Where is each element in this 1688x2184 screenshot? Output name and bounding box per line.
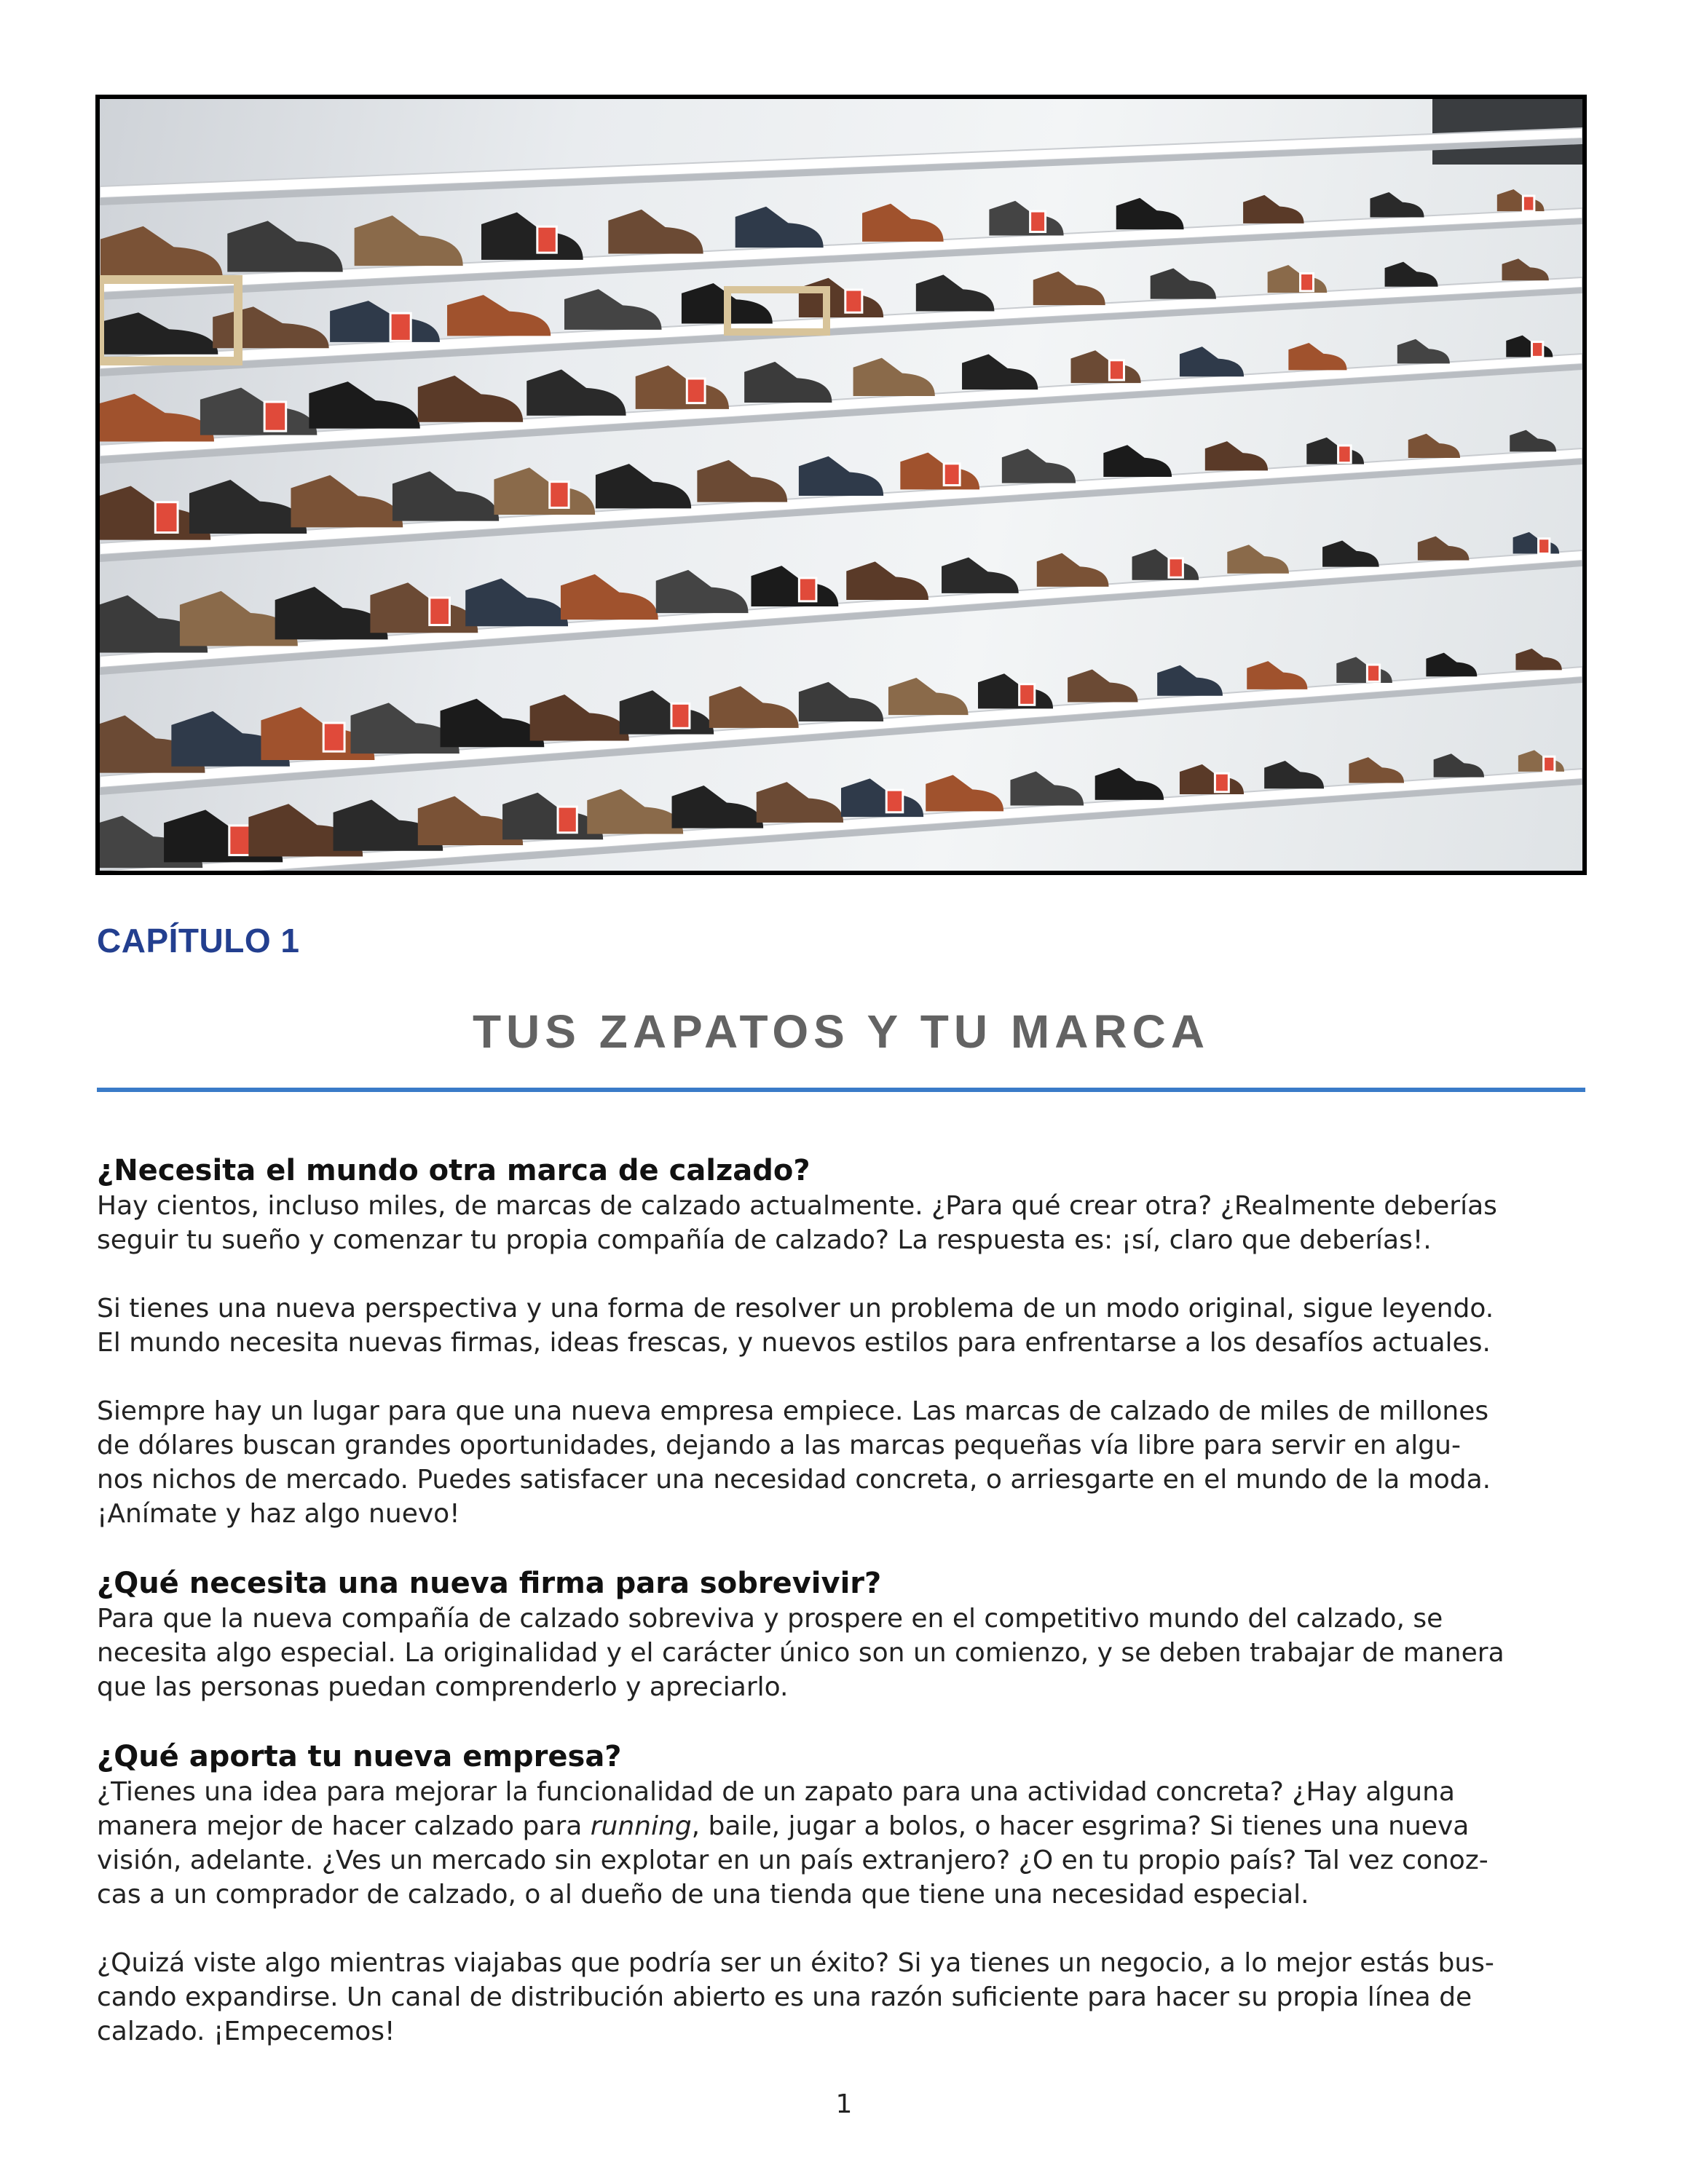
price-tag-shape: [1169, 558, 1183, 577]
shoe-shape: [1306, 438, 1364, 464]
section-heading: ¿Qué necesita una nueva firma para sobrevivir?: [97, 1567, 882, 1600]
shoe-shape: [757, 782, 843, 823]
shoe-shape: [1497, 189, 1545, 211]
shoe-shape: [1336, 657, 1392, 683]
price-tag-shape: [1338, 446, 1352, 463]
shoe-shape: [709, 686, 799, 727]
title-divider: [97, 1088, 1585, 1092]
paragraph-line: El mundo necesita nuevas firmas, ideas frescas, y nuevos estilos para enfrentarse a los desafíos actuales.: [97, 1328, 1491, 1358]
section-heading: ¿Qué aporta tu nueva empresa?: [97, 1740, 622, 1773]
shoe-shape: [564, 289, 662, 330]
shoe-shape: [465, 578, 568, 626]
price-tag-shape: [1531, 342, 1542, 357]
price-tag-shape: [1301, 273, 1314, 290]
price-tag-shape: [671, 703, 690, 728]
shoe-shape: [1264, 761, 1324, 788]
shoe-shape: [100, 226, 223, 278]
paragraph-line: Siempre hay un lugar para que una nueva empresa empiece. Las marcas de calzado de miles de millones: [97, 1396, 1489, 1426]
price-tag-shape: [1215, 773, 1228, 792]
shoe-shape: [1349, 757, 1404, 783]
shoe-shape: [799, 682, 883, 721]
shoe-shape: [447, 295, 551, 336]
price-tag-shape: [886, 790, 903, 812]
text-run: manera mejor de hacer calzado para: [97, 1811, 591, 1841]
price-tag-shape: [155, 502, 178, 533]
paragraph-line: nos nichos de mercado. Puedes satisfacer una necesidad concreta, o arriesgarte en el mundo de la moda.: [97, 1465, 1491, 1495]
price-tag-shape: [799, 578, 816, 601]
shoe-shape: [1132, 549, 1199, 580]
shoe-shape: [1157, 665, 1223, 696]
price-tag-shape: [558, 807, 577, 833]
shoe-shape: [751, 566, 838, 606]
paragraph-line: ¿Quizá viste algo mientras viajabas que podría ser un éxito? Si ya tienes un negocio, a lo mejor estás bus-: [97, 1948, 1494, 1978]
shoe-shape: [900, 453, 979, 490]
shoe-shape: [942, 558, 1019, 593]
shoe-shape: [1103, 445, 1172, 477]
price-tag-shape: [323, 723, 344, 751]
shoe-shape: [1033, 272, 1105, 305]
shoe-shape: [441, 699, 545, 748]
price-tag-shape: [1539, 539, 1550, 554]
paragraph-line: Para que la nueva compañía de calzado sobreviva y prospere en el competitivo mundo del calzado, se: [97, 1604, 1443, 1634]
shoe-shape: [697, 460, 787, 502]
shoe-shape: [1180, 764, 1244, 794]
shoe-shape: [1418, 537, 1470, 561]
shoe-shape: [799, 456, 883, 496]
price-tag-shape: [1367, 665, 1379, 681]
paragraph-line: seguir tu sueño y comenzar tu propia compañía de calzado? La respuesta es: ¡sí, claro que deberías!.: [97, 1225, 1432, 1255]
shoe-shape: [309, 381, 419, 429]
paragraph-line: [97, 1809, 1590, 1843]
shoe-shape: [1502, 258, 1549, 280]
shoe-shape: [1116, 198, 1184, 229]
shoe-shape: [672, 786, 764, 828]
italic-term: running: [590, 1811, 692, 1841]
shoe-shape: [1518, 750, 1564, 771]
shoe-shape: [596, 464, 691, 508]
shoe-shape: [494, 467, 595, 515]
shoe-shape: [799, 278, 883, 317]
shoe-shape: [962, 354, 1038, 389]
price-tag-shape: [1030, 211, 1046, 232]
price-tag-shape: [1109, 360, 1124, 380]
shoe-shape: [100, 394, 214, 442]
shoe-shape: [916, 274, 995, 311]
shoe-shape: [1385, 262, 1438, 287]
shoe-shape: [978, 673, 1053, 708]
shoe-shape: [227, 221, 342, 272]
shoe-shape: [846, 561, 928, 600]
shoe-shape: [1010, 772, 1084, 806]
shoe-shape: [1426, 653, 1477, 677]
price-tag-shape: [944, 464, 960, 486]
paragraph-line: visión, adelante. ¿Ves un mercado sin explotar en un país extranjero? ¿O en tu propio país? Tal vez conoz-: [97, 1845, 1488, 1875]
price-tag-shape: [550, 482, 569, 508]
paragraph-line: cas a un comprador de calzado, o al dueño de una tienda que tiene una necesidad especial.: [97, 1880, 1309, 1910]
shoe-shape: [608, 210, 703, 254]
chapter-title: TUS ZAPATOS Y TU MARCA: [472, 1005, 1210, 1058]
shoe-shape: [587, 789, 683, 834]
paragraph-line: necesita algo especial. La originalidad y el carácter único son un comienzo, y se deben trabajar de manera: [97, 1638, 1504, 1668]
page-number: 1: [835, 2089, 853, 2119]
shoe-shape: [1322, 540, 1379, 566]
shoe-shape: [862, 204, 944, 242]
price-tag-shape: [1544, 756, 1555, 772]
shoe-shape: [1002, 448, 1076, 483]
shoe-shape: [989, 201, 1063, 236]
price-tag-shape: [264, 402, 286, 431]
shoe-shape: [1243, 195, 1304, 223]
shoe-shape: [636, 365, 729, 409]
shoe-shape: [330, 301, 440, 342]
shoe-shelves-illustration: [100, 99, 1582, 871]
shoe-shape: [1506, 336, 1553, 357]
shoe-shape: [620, 690, 714, 734]
paragraph-line: de dólares buscan grandes oportunidades, dejando a las marcas pequeñas vía libre para servir en algu-: [97, 1431, 1461, 1460]
shoe-shape: [853, 358, 935, 396]
shoe-shape: [888, 678, 969, 715]
shoe-shape: [1068, 670, 1137, 703]
shoe-shape: [1247, 661, 1307, 689]
paragraph-line: ¡Anímate y haz algo nuevo!: [97, 1499, 460, 1529]
price-tag-shape: [687, 379, 705, 403]
shoe-shape: [841, 778, 923, 817]
shoe-shape: [1095, 768, 1164, 800]
price-tag-shape: [1019, 684, 1035, 705]
shoe-shape: [213, 306, 329, 348]
shoe-shape: [1227, 545, 1289, 573]
paragraph-line: cando expandirse. Un canal de distribución abierto es una razón suficiente para hacer su propia línea de: [97, 1982, 1472, 2012]
price-tag-shape: [229, 826, 251, 855]
price-tag-shape: [1523, 196, 1534, 211]
shoe-shape: [1288, 343, 1346, 370]
price-tag-shape: [390, 313, 411, 341]
shoe-shape: [189, 480, 307, 534]
text-run: , baile, jugar a bolos, o hacer esgrima? Si tienes una nueva: [691, 1811, 1470, 1841]
shoe-shape: [561, 574, 658, 620]
shoe-shape: [744, 362, 832, 403]
chapter-content: [97, 1152, 1590, 2049]
shoe-shape: [1515, 649, 1561, 670]
shoe-shape: [1070, 350, 1140, 383]
price-tag-shape: [430, 598, 450, 625]
shoe-shape: [100, 312, 218, 355]
paragraph-line: que las personas puedan comprenderlo y apreciarlo.: [97, 1672, 789, 1702]
shoe-shape: [1408, 434, 1460, 458]
shoe-shape: [1180, 347, 1244, 376]
section-heading: ¿Necesita el mundo otra marca de calzado?: [97, 1154, 811, 1187]
shoe-shape: [656, 570, 749, 613]
paragraph-line: Hay cientos, incluso miles, de marcas de calzado actualmente. ¿Para qué crear otra? ¿Realmente deberías: [97, 1191, 1497, 1221]
shoe-shape: [526, 369, 626, 415]
shoe-store-photo: [95, 95, 1587, 875]
shoe-shape: [418, 376, 523, 422]
shoe-shape: [291, 475, 403, 528]
shelf-shadow: [100, 138, 1582, 205]
shoe-shape: [200, 387, 317, 435]
shoe-shape: [393, 471, 499, 521]
shoe-shape: [1513, 532, 1560, 554]
shoe-shape: [1510, 430, 1556, 452]
shoe-shape: [530, 695, 629, 741]
price-tag-shape: [845, 290, 862, 312]
shoe-shape: [1037, 553, 1109, 587]
shoe-shape: [481, 213, 583, 260]
shoe-shape: [1205, 441, 1268, 470]
paragraph-line: Si tienes una nueva perspectiva y una forma de resolver un problema de un modo original, sigue leyendo.: [97, 1294, 1494, 1324]
shoe-shape: [1397, 339, 1450, 364]
price-tag-shape: [537, 226, 556, 253]
shoe-shape: [735, 207, 824, 248]
shoe-shape: [1370, 192, 1424, 218]
shoe-shape: [1268, 265, 1328, 293]
shoe-shape: [355, 215, 463, 266]
shoe-shape: [1151, 268, 1216, 298]
paragraph-line: calzado. ¡Empecemos!: [97, 2017, 395, 2046]
paragraph-line: ¿Tienes una idea para mejorar la funcionalidad de un zapato para una actividad concreta? ¿Hay alguna: [97, 1777, 1455, 1807]
shoe-shape: [370, 582, 478, 633]
shoe-shape: [926, 775, 1003, 811]
shelf: [100, 128, 1582, 198]
chapter-label: CAPÍTULO 1: [97, 922, 300, 960]
shoe-shape: [1434, 753, 1484, 777]
